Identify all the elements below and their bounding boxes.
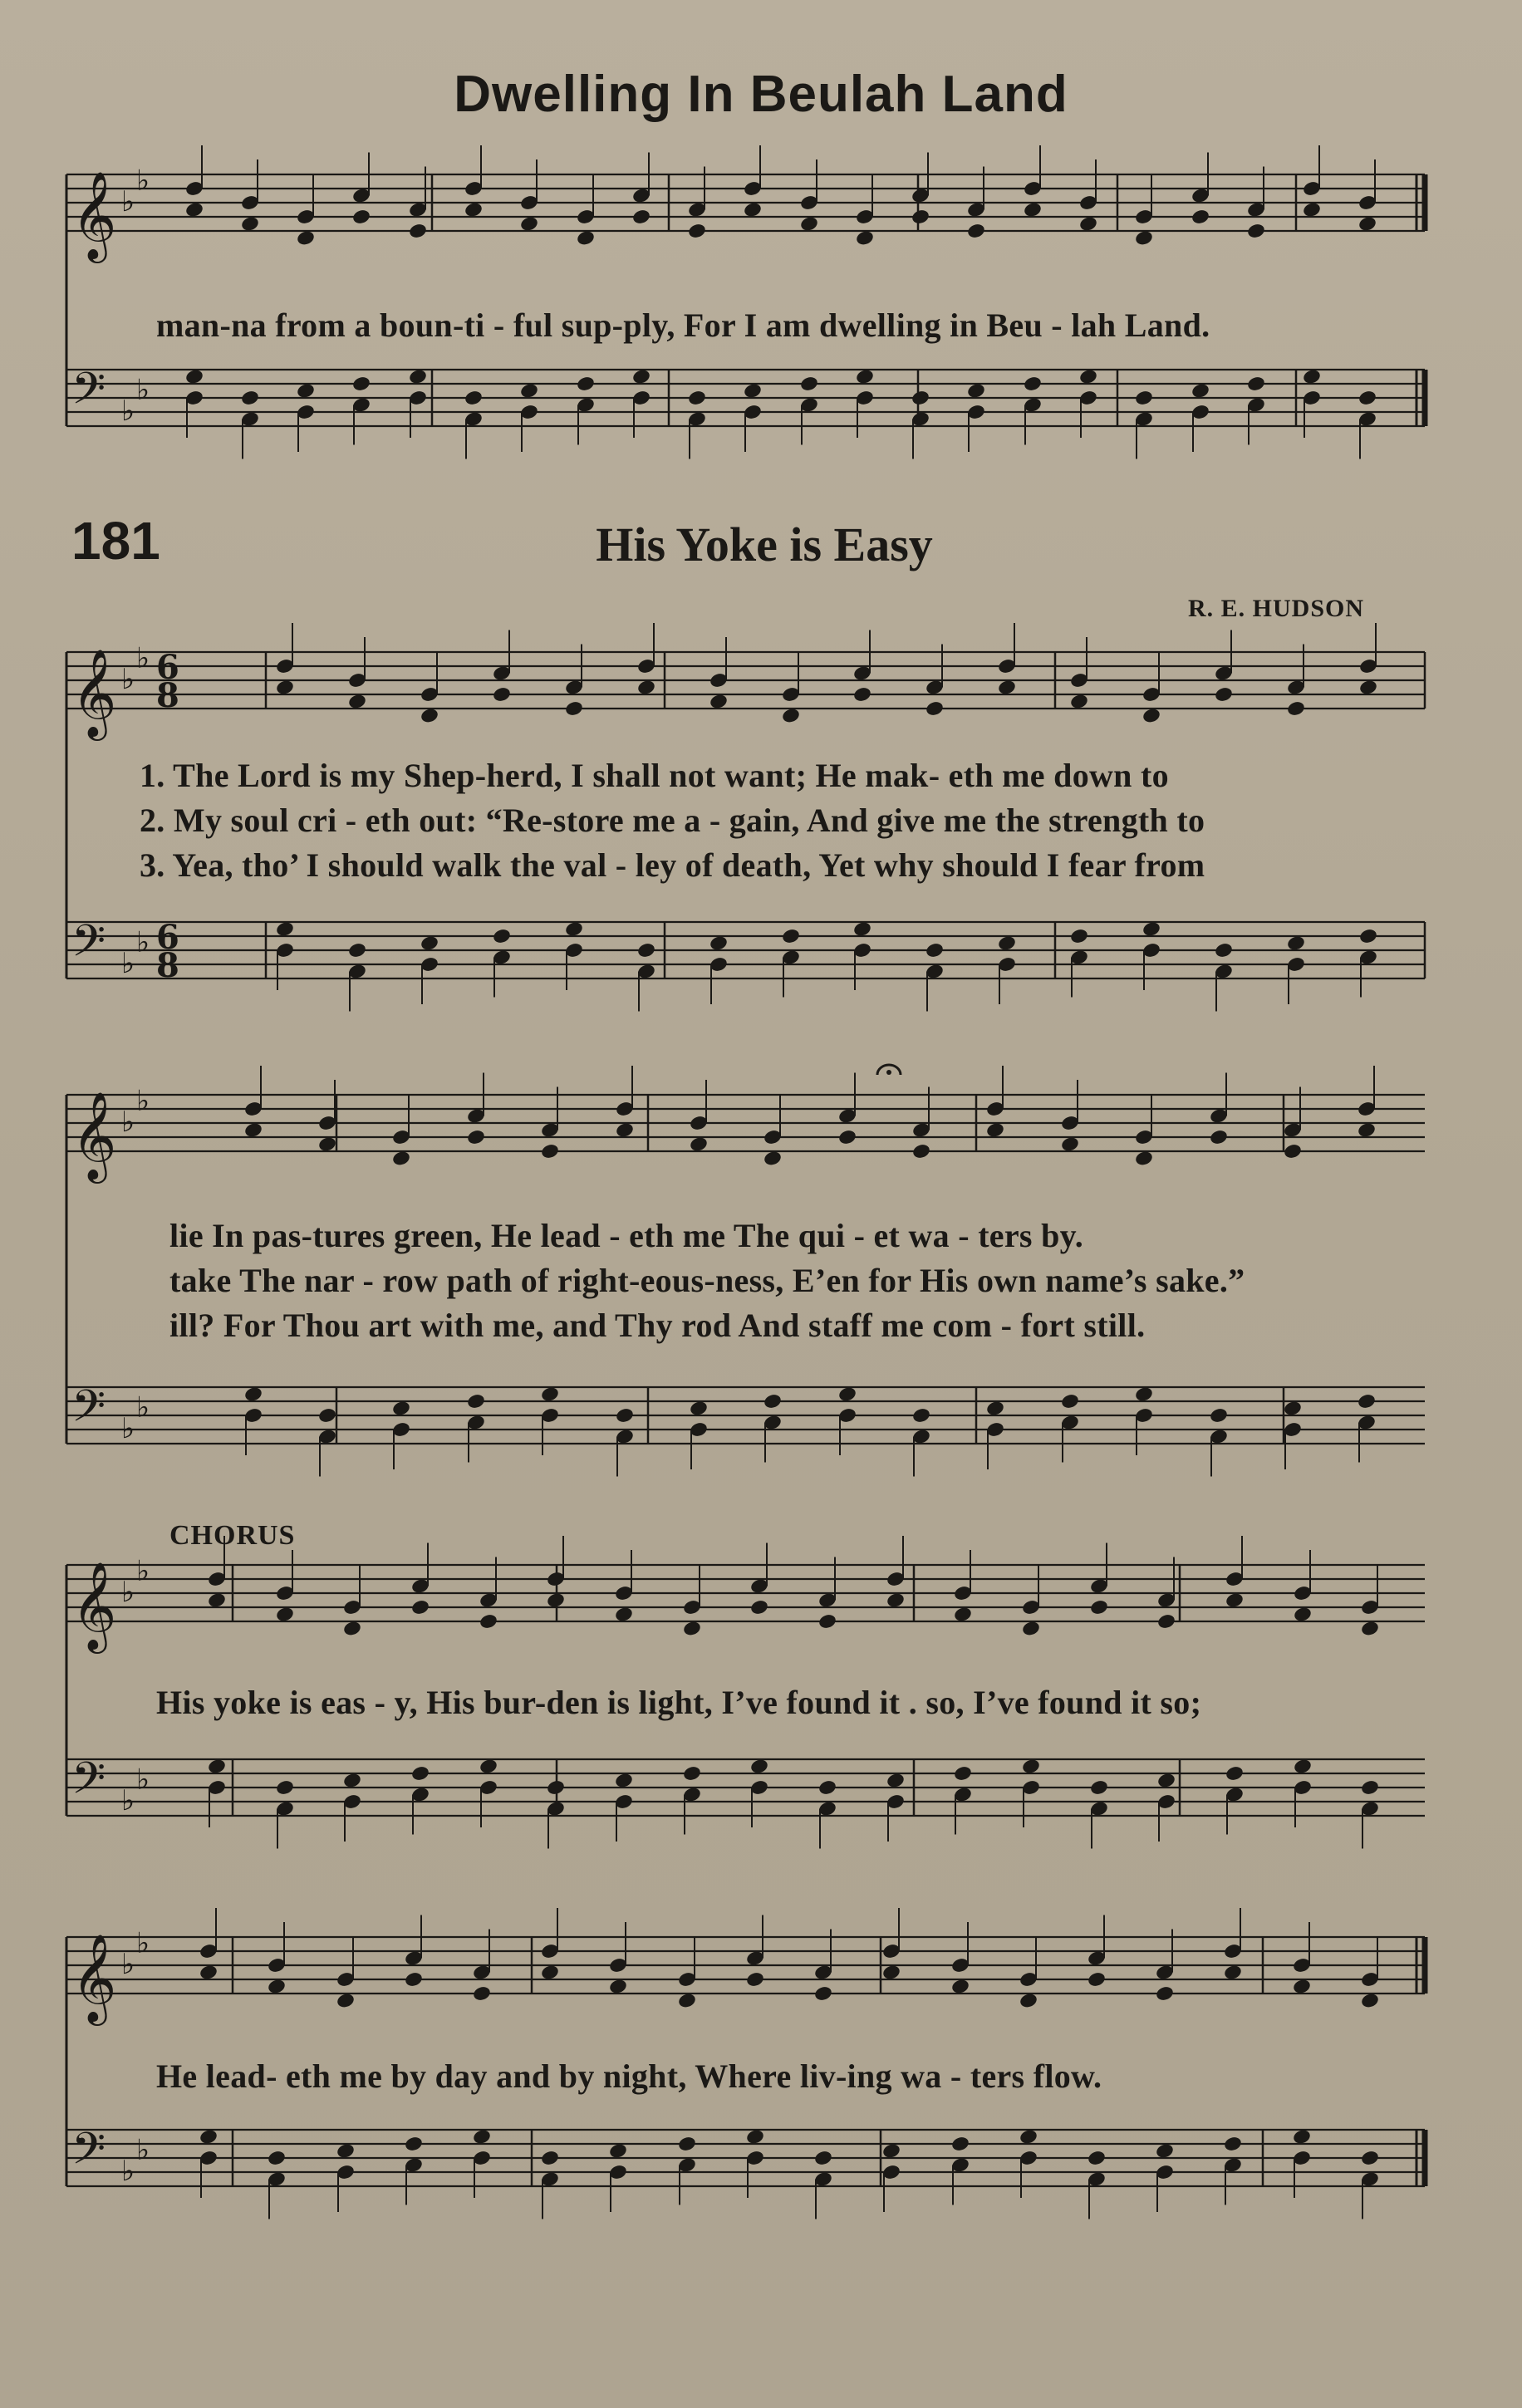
notehead	[997, 934, 1017, 952]
notehead	[420, 707, 439, 724]
notehead	[184, 368, 204, 385]
notehead	[781, 928, 801, 945]
notehead	[1142, 707, 1161, 724]
flat-sign-icon: ♭	[136, 1084, 150, 1118]
notehead	[564, 700, 584, 718]
notehead	[207, 1758, 227, 1775]
notehead	[636, 679, 656, 696]
verse-1-line-2: lie In pas-tures green, He lead - eth me The qui - et wa - ters by.	[169, 1217, 1084, 1254]
notehead	[799, 375, 819, 393]
notehead	[1069, 693, 1089, 710]
notehead	[1360, 1992, 1380, 2009]
flat-sign-icon: ♭	[136, 925, 150, 959]
notehead	[1225, 1765, 1245, 1783]
notehead	[408, 368, 428, 385]
notehead	[1060, 1393, 1080, 1410]
notehead	[1209, 1407, 1229, 1425]
notehead	[492, 928, 512, 945]
hymn-number: 181	[71, 511, 160, 571]
notehead	[466, 1129, 486, 1146]
flat-sign-icon: ♭	[136, 164, 150, 198]
notehead	[1225, 1591, 1245, 1609]
notehead	[1069, 928, 1089, 945]
notehead	[1302, 368, 1322, 385]
notehead	[1223, 2136, 1243, 2153]
time-signature: 8	[156, 946, 179, 985]
notehead	[540, 1143, 560, 1160]
notehead	[1292, 2128, 1312, 2146]
notehead	[608, 2142, 628, 2160]
flat-sign-icon: ♭	[136, 641, 150, 675]
notehead	[1019, 1992, 1038, 2009]
notehead	[564, 920, 584, 938]
notehead	[925, 700, 945, 718]
notehead	[199, 1964, 218, 1981]
notehead	[199, 2128, 218, 2146]
notehead	[317, 1407, 337, 1425]
notehead	[1156, 1772, 1176, 1789]
notehead	[749, 1599, 769, 1616]
notehead	[985, 1121, 1005, 1139]
notehead	[296, 382, 316, 400]
notehead	[631, 208, 651, 226]
bass-clef-icon: 𝄢	[71, 916, 106, 978]
notehead	[855, 368, 875, 385]
notehead	[817, 1779, 837, 1797]
notehead	[911, 1143, 931, 1160]
flat-sign-icon: ♭	[136, 1926, 150, 1960]
notehead	[576, 375, 596, 393]
notehead	[743, 201, 763, 218]
notehead	[1134, 1150, 1154, 1167]
notehead	[347, 942, 367, 959]
notehead	[1078, 368, 1098, 385]
notehead	[950, 1978, 970, 1995]
notehead	[615, 1121, 635, 1139]
verse-2-line-1: 2. My soul cri - eth out: “Re-store me a - gain, And give me the strength to	[140, 802, 1205, 839]
notehead	[745, 2128, 765, 2146]
verse-2-line-2: take The nar - row path of right-eous-ness, E’en for His own name’s sake.”	[169, 1262, 1245, 1299]
notehead	[336, 1992, 356, 2009]
notehead	[275, 679, 295, 696]
bass-clef-icon: 𝄢	[71, 2124, 106, 2185]
notehead	[687, 223, 707, 240]
notehead	[546, 1779, 566, 1797]
notehead	[689, 1135, 709, 1153]
notehead	[763, 1150, 783, 1167]
notehead	[1019, 2128, 1038, 2146]
notehead	[813, 1985, 833, 2003]
notehead	[763, 1393, 783, 1410]
notehead	[1293, 1606, 1313, 1623]
notehead	[207, 1591, 227, 1609]
notehead	[576, 229, 596, 247]
time-signature: 6	[156, 648, 179, 687]
notehead	[852, 686, 872, 704]
notehead	[519, 215, 539, 233]
notehead	[342, 1620, 362, 1637]
notehead	[950, 2136, 970, 2153]
notehead	[966, 382, 986, 400]
notehead	[296, 229, 316, 247]
notehead	[608, 1978, 628, 1995]
notehead	[464, 390, 484, 407]
bass-clef-icon: 𝄢	[71, 364, 106, 425]
chorus-line-1: His yoke is eas - y, His bur-den is light, I’ve found it . so, I’ve found it so;	[156, 1684, 1202, 1721]
notehead	[614, 1772, 634, 1789]
notehead	[813, 2150, 833, 2167]
notehead	[275, 1606, 295, 1623]
bass-clef-icon: 𝄢	[71, 1381, 106, 1443]
notehead	[420, 934, 439, 952]
notehead	[391, 1400, 411, 1417]
notehead	[351, 208, 371, 226]
notehead	[1089, 1599, 1109, 1616]
previous-hymn-title: Dwelling In Beulah Land	[454, 66, 1068, 123]
notehead	[1021, 1758, 1041, 1775]
notehead	[410, 1599, 430, 1616]
flat-sign-icon: ♭	[121, 1106, 135, 1139]
notehead	[1357, 1121, 1377, 1139]
notehead	[317, 1135, 337, 1153]
notehead	[911, 208, 930, 226]
notehead	[1223, 1964, 1243, 1981]
notehead	[1358, 679, 1378, 696]
notehead	[243, 1121, 263, 1139]
notehead	[1134, 390, 1154, 407]
notehead	[347, 693, 367, 710]
notehead	[342, 1772, 362, 1789]
notehead	[404, 2136, 424, 2153]
notehead	[1087, 1971, 1107, 1989]
notehead	[966, 223, 986, 240]
notehead	[1360, 1779, 1380, 1797]
notehead	[540, 1964, 560, 1981]
notehead	[1246, 375, 1266, 393]
notehead	[615, 1407, 635, 1425]
flat-sign-icon: ♭	[136, 1390, 150, 1425]
notehead	[1283, 1400, 1303, 1417]
flat-sign-icon: ♭	[136, 1763, 150, 1797]
notehead	[799, 215, 819, 233]
notehead	[540, 1385, 560, 1403]
notehead	[709, 693, 729, 710]
flat-sign-icon: ♭	[121, 1412, 135, 1445]
notehead	[1286, 700, 1306, 718]
notehead	[749, 1758, 769, 1775]
verse-3-line-2: ill? For Thou art with me, and Thy rod And staff me com - fort still.	[169, 1307, 1146, 1344]
notehead	[1283, 1143, 1303, 1160]
notehead	[1292, 1978, 1312, 1995]
time-signature: 6	[156, 918, 179, 957]
notehead	[886, 1591, 906, 1609]
notehead	[911, 1407, 931, 1425]
notehead	[336, 2142, 356, 2160]
notehead	[687, 390, 707, 407]
notehead	[985, 1400, 1005, 1417]
notehead	[997, 679, 1017, 696]
notehead	[275, 920, 295, 938]
notehead	[243, 1385, 263, 1403]
notehead	[852, 920, 872, 938]
notehead	[1360, 2150, 1380, 2167]
notehead	[837, 1129, 857, 1146]
notehead	[1358, 928, 1378, 945]
flat-sign-icon: ♭	[121, 947, 135, 980]
notehead	[472, 2128, 492, 2146]
notehead	[855, 229, 875, 247]
treble-clef-icon: 𝄞	[71, 648, 117, 737]
notehead	[1191, 382, 1210, 400]
notehead	[540, 2150, 560, 2167]
notehead	[1142, 920, 1161, 938]
previous-hymn-lyric-line: man-na from a boun-ti - ful sup-ply, For I am dwelling in Beu - lah Land.	[156, 307, 1210, 344]
flat-sign-icon: ♭	[121, 663, 135, 696]
notehead	[1155, 2142, 1175, 2160]
notehead	[410, 1765, 430, 1783]
notehead	[1286, 934, 1306, 952]
notehead	[1156, 1613, 1176, 1631]
flat-sign-icon: ♭	[121, 1784, 135, 1817]
notehead	[267, 1978, 287, 1995]
notehead	[240, 390, 260, 407]
notehead	[743, 382, 763, 400]
notehead	[404, 1971, 424, 1989]
notehead	[267, 2150, 287, 2167]
notehead	[631, 368, 651, 385]
notehead	[1078, 215, 1098, 233]
notehead	[1134, 229, 1154, 247]
treble-clef-icon: 𝄞	[71, 1561, 117, 1650]
notehead	[351, 375, 371, 393]
hymn-author: R. E. HUDSON	[1188, 595, 1365, 622]
time-signature: 8	[156, 676, 179, 715]
notehead	[479, 1758, 498, 1775]
notehead	[1358, 390, 1377, 407]
notehead	[953, 1606, 973, 1623]
notehead	[408, 223, 428, 240]
notehead	[391, 1150, 411, 1167]
fermata-dot	[886, 1070, 891, 1075]
notehead	[682, 1765, 702, 1783]
bass-clef-icon: 𝄢	[71, 1753, 106, 1815]
notehead	[1021, 1620, 1041, 1637]
notehead	[1246, 223, 1266, 240]
chorus-line-2: He lead- eth me by day and by night, Where liv-ing wa - ters flow.	[156, 2057, 1102, 2095]
notehead	[1214, 942, 1234, 959]
notehead	[911, 390, 930, 407]
flat-sign-icon: ♭	[121, 395, 135, 428]
notehead	[1023, 375, 1043, 393]
treble-clef-icon: 𝄞	[71, 170, 117, 259]
notehead	[689, 1400, 709, 1417]
notehead	[677, 1992, 697, 2009]
notehead	[677, 2136, 697, 2153]
notehead	[492, 686, 512, 704]
notehead	[464, 201, 484, 218]
notehead	[275, 1779, 295, 1797]
notehead	[881, 2142, 901, 2160]
notehead	[781, 707, 801, 724]
flat-sign-icon: ♭	[136, 1554, 150, 1588]
notehead	[1060, 1135, 1080, 1153]
notehead	[925, 942, 945, 959]
flat-sign-icon: ♭	[121, 1576, 135, 1609]
notehead	[881, 1964, 901, 1981]
notehead	[636, 942, 656, 959]
notehead	[709, 934, 729, 952]
notehead	[614, 1606, 634, 1623]
notehead	[1134, 1385, 1154, 1403]
flat-sign-icon: ♭	[121, 2155, 135, 2188]
notehead	[886, 1772, 906, 1789]
chorus-label: CHORUS	[169, 1520, 296, 1551]
notehead	[1357, 1393, 1377, 1410]
flat-sign-icon: ♭	[121, 185, 135, 218]
notehead	[479, 1613, 498, 1631]
notehead	[1214, 686, 1234, 704]
verse-1-line-1: 1. The Lord is my Shep-herd, I shall not want; He mak- eth me down to	[140, 757, 1169, 794]
notehead	[1089, 1779, 1109, 1797]
notehead	[837, 1385, 857, 1403]
notehead	[1023, 201, 1043, 218]
treble-clef-icon: 𝄞	[71, 1091, 117, 1179]
notehead	[1360, 1620, 1380, 1637]
treble-clef-icon: 𝄞	[71, 1933, 117, 2022]
notehead	[546, 1591, 566, 1609]
hymn-title: His Yoke is Easy	[596, 517, 933, 571]
notehead	[1358, 215, 1377, 233]
notehead	[1191, 208, 1210, 226]
notehead	[953, 1765, 973, 1783]
notehead	[1302, 201, 1322, 218]
notehead	[472, 1985, 492, 2003]
notehead	[1293, 1758, 1313, 1775]
notehead	[1155, 1985, 1175, 2003]
flat-sign-icon: ♭	[136, 373, 150, 407]
notehead	[682, 1620, 702, 1637]
notehead	[1209, 1129, 1229, 1146]
notehead	[817, 1613, 837, 1631]
flat-sign-icon: ♭	[121, 1948, 135, 1981]
notehead	[745, 1971, 765, 1989]
verse-3-line-1: 3. Yea, tho’ I should walk the val - ley of death, Yet why should I fear from	[140, 846, 1205, 884]
notehead	[519, 382, 539, 400]
notehead	[184, 201, 204, 218]
notehead	[240, 215, 260, 233]
flat-sign-icon: ♭	[136, 2133, 150, 2167]
notehead	[1087, 2150, 1107, 2167]
notehead	[466, 1393, 486, 1410]
